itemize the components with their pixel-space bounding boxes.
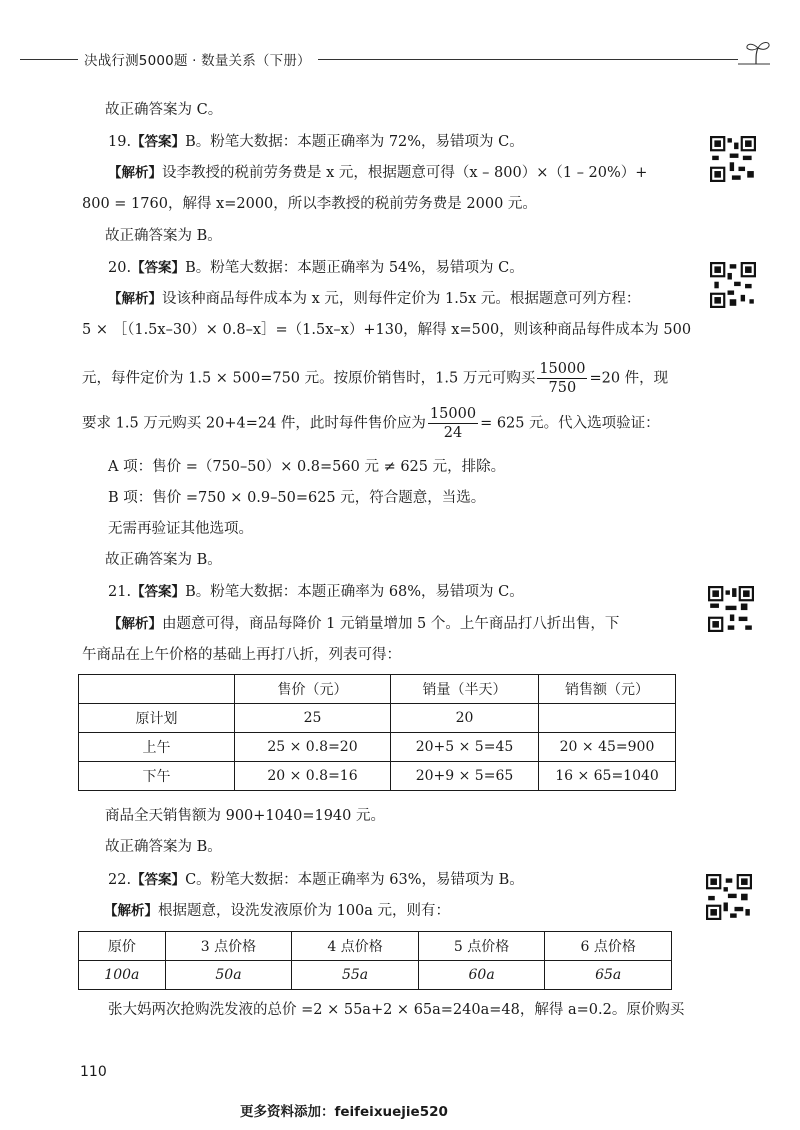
table-header-cell: 4 点价格 xyxy=(292,932,419,961)
answer-label: 【答案】 xyxy=(131,872,186,888)
explanation-text: 由题意可得，商品每降价 1 元销量增加 5 个。上午商品打八折出售，下 xyxy=(162,616,620,632)
fraction-denominator: 24 xyxy=(443,425,463,441)
table-row xyxy=(79,961,672,990)
qr-code-icon[interactable] xyxy=(710,136,756,182)
book-title: 决战行测5000题 · 数量关系（下册） xyxy=(84,53,311,69)
table-cell: 20+9 × 5=65 xyxy=(391,762,539,791)
text-line-with-fraction xyxy=(82,405,660,442)
text-line: 5 × ［（1.5x–30）× 0.8–x］=（1.5x–x）+130，解得 x=500，则该种商品每件成本为 500 xyxy=(82,322,692,338)
answer-text: B。粉笔大数据：本题正确率为 72%，易错项为 C。 xyxy=(185,134,524,150)
answer-text: C。粉笔大数据：本题正确率为 63%，易错项为 B。 xyxy=(185,872,524,888)
table-cell: 60a xyxy=(418,961,545,990)
fraction xyxy=(537,360,587,397)
text-line: 故正确答案为 C。 xyxy=(105,102,223,118)
table-header-cell: 销量（半天） xyxy=(391,675,539,704)
text-line-with-fraction xyxy=(82,360,668,397)
sales-table xyxy=(78,674,676,791)
text-line: 故正确答案为 B。 xyxy=(105,552,222,568)
table-row xyxy=(79,733,676,762)
qr-code-icon[interactable] xyxy=(706,874,752,920)
footer-note: 更多资料添加：feifeixuejie520 xyxy=(240,1104,448,1120)
explanation-text: 设该种商品每件成本为 x 元，则每件定价为 1.5x 元。根据题意可列方程： xyxy=(162,291,641,307)
table-header-cell: 3 点价格 xyxy=(165,932,292,961)
qr-code-icon[interactable] xyxy=(708,586,754,632)
table-cell: 25 xyxy=(235,704,391,733)
answer-line-20 xyxy=(108,258,524,278)
running-header xyxy=(0,44,800,74)
text-segment: 元，每件定价为 1.5 × 500=750 元。按原价销售时，1.5 万元可购买 xyxy=(82,370,536,387)
table-cell: 65a xyxy=(545,961,672,990)
answer-line-19 xyxy=(108,132,524,152)
explanation-line xyxy=(108,289,640,309)
answer-label: 【答案】 xyxy=(131,260,186,276)
explanation-line xyxy=(108,163,647,183)
table-cell: 20 xyxy=(391,704,539,733)
answer-line-21 xyxy=(108,582,524,602)
table-cell: 20+5 × 5=45 xyxy=(391,733,539,762)
question-number: 21. xyxy=(108,584,132,600)
fraction-numerator: 15000 xyxy=(539,361,586,377)
table-cell: 20 × 45=900 xyxy=(539,733,676,762)
sprout-icon xyxy=(736,38,776,66)
table-cell: 25 × 0.8=20 xyxy=(235,733,391,762)
text-line: 故正确答案为 B。 xyxy=(105,839,222,855)
text-line: 故正确答案为 B。 xyxy=(105,228,222,244)
table-cell: 原计划 xyxy=(79,704,235,733)
table-header-cell: 6 点价格 xyxy=(545,932,672,961)
option-line: B 项：售价 =750 × 0.9–50=625 元，符合题意，当选。 xyxy=(108,490,486,506)
question-number: 20. xyxy=(108,260,132,276)
text-line: 午商品在上午价格的基础上再打八折，列表可得： xyxy=(82,647,401,663)
table-cell: 上午 xyxy=(79,733,235,762)
qr-code-icon[interactable] xyxy=(710,262,756,308)
fraction-numerator: 15000 xyxy=(429,406,477,422)
answer-label: 【答案】 xyxy=(131,584,186,600)
page-number: 110 xyxy=(80,1064,107,1080)
explanation-label: 【解析】 xyxy=(108,291,162,307)
table-header-row xyxy=(79,932,672,961)
table-cell: 100a xyxy=(79,961,166,990)
text-line: 800 = 1760，解得 x=2000，所以李教授的税前劳务费是 2000 元。 xyxy=(82,196,537,212)
explanation-text: 设李教授的税前劳务费是 x 元，根据题意可得（x – 800）×（1 – 20%）+ xyxy=(162,165,648,181)
explanation-text: 根据题意，设洗发液原价为 100a 元，则有： xyxy=(158,903,451,919)
price-table xyxy=(78,931,672,990)
header-rule-left xyxy=(20,59,78,60)
table-row xyxy=(79,704,676,733)
table-cell: 20 × 0.8=16 xyxy=(235,762,391,791)
explanation-line xyxy=(104,901,450,921)
text-segment: 要求 1.5 万元购买 20+4=24 件，此时每件售价应为 xyxy=(82,415,426,432)
table-cell: 50a xyxy=(165,961,292,990)
answer-text: B。粉笔大数据：本题正确率为 54%，易错项为 C。 xyxy=(185,260,524,276)
text-line: 张大妈两次抢购洗发液的总价 =2 × 55a+2 × 65a=240a=48，解得 a=0.2。原价购买 xyxy=(108,1002,685,1018)
table-header-cell: 原价 xyxy=(79,932,166,961)
answer-label: 【答案】 xyxy=(131,134,186,150)
explanation-label: 【解析】 xyxy=(104,903,158,919)
table-cell: 下午 xyxy=(79,762,235,791)
option-line: A 项：售价 =（750–50）× 0.8=560 元 ≠ 625 元，排除。 xyxy=(108,459,506,475)
table-header-cell xyxy=(79,675,235,704)
fraction xyxy=(428,405,478,442)
table-header-cell: 售价（元） xyxy=(235,675,391,704)
table-header-cell: 销售额（元） xyxy=(539,675,676,704)
table-cell: 16 × 65=1040 xyxy=(539,762,676,791)
text-segment: = 625 元。代入选项验证： xyxy=(480,415,660,432)
table-cell xyxy=(539,704,676,733)
table-header-cell: 5 点价格 xyxy=(418,932,545,961)
explanation-line xyxy=(108,614,619,634)
fraction-denominator: 750 xyxy=(548,380,577,396)
table-row xyxy=(79,762,676,791)
text-line: 商品全天销售额为 900+1040=1940 元。 xyxy=(105,808,385,824)
table-header-row xyxy=(79,675,676,704)
explanation-label: 【解析】 xyxy=(108,165,162,181)
text-line: 无需再验证其他选项。 xyxy=(108,521,253,537)
explanation-label: 【解析】 xyxy=(108,616,162,632)
answer-line-22 xyxy=(108,870,524,890)
text-segment: =20 件，现 xyxy=(589,370,669,387)
table-cell: 55a xyxy=(292,961,419,990)
question-number: 19. xyxy=(108,134,132,150)
question-number: 22. xyxy=(108,872,132,888)
header-rule-right xyxy=(318,59,738,60)
answer-text: B。粉笔大数据：本题正确率为 68%，易错项为 C。 xyxy=(185,584,524,600)
